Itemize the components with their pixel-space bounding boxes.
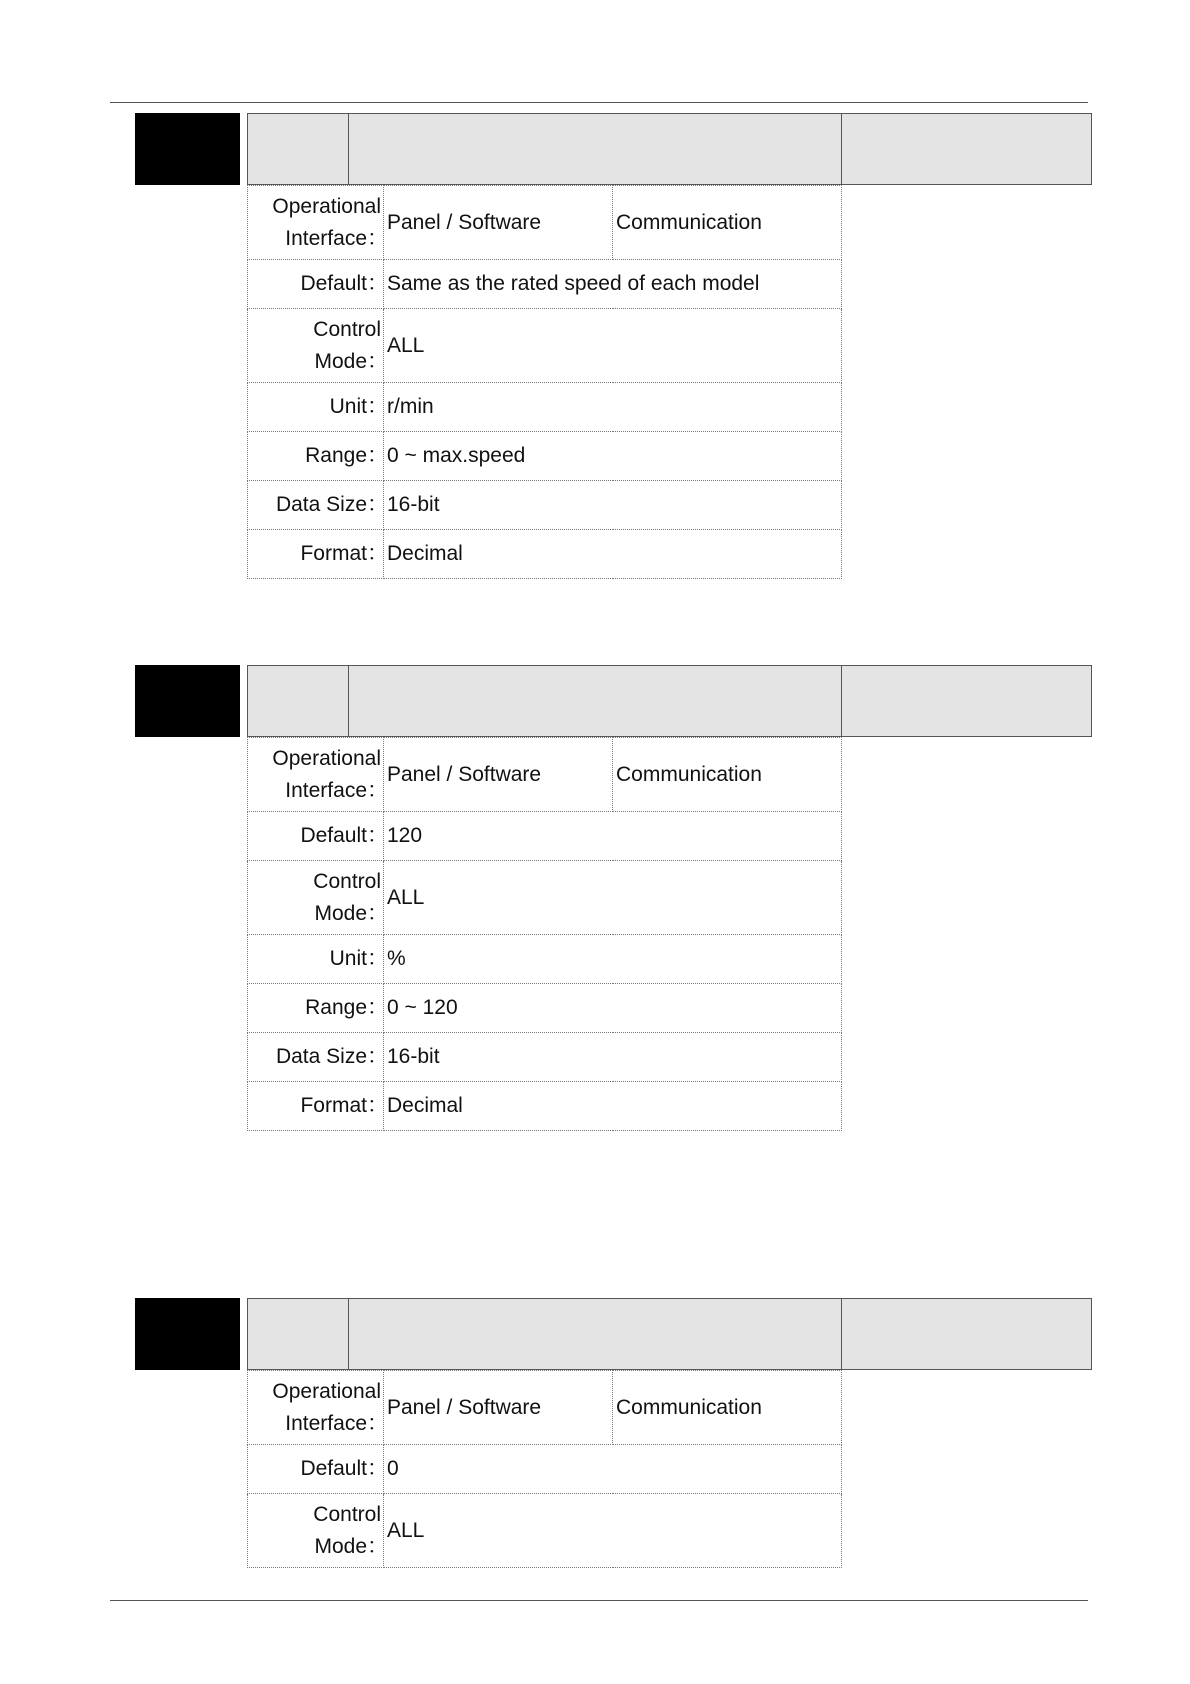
row-operational-interface	[248, 186, 842, 260]
parameter-table	[247, 185, 842, 579]
row-data-size: Data Size： 16-bit	[248, 481, 842, 530]
range-value: 0 ~ max.speed	[384, 432, 842, 481]
operational-interface-label: Operational Interface：	[248, 738, 384, 812]
parameter-table	[247, 737, 842, 1131]
header-cell-code	[248, 1299, 349, 1369]
parameter-code-tab	[135, 113, 240, 185]
data-size-label: Data Size	[275, 493, 367, 516]
unit-value: r/min	[384, 383, 842, 432]
control-mode-value: ALL	[384, 309, 842, 383]
row-control-mode: Control Mode： ALL	[248, 1494, 842, 1568]
control-label: Control	[313, 317, 381, 341]
control-mode-value: ALL	[384, 1494, 842, 1568]
panel-software-value: Panel / Software	[384, 738, 613, 812]
range-label: Range	[305, 996, 367, 1019]
range-label: Range	[305, 444, 367, 467]
communication-value: Communication	[613, 186, 842, 260]
row-operational-interface	[248, 738, 842, 812]
row-default: Default： 0	[248, 1445, 842, 1494]
unit-label: Unit	[329, 395, 367, 418]
header-cell-code	[248, 114, 349, 184]
page-bottom-rule	[110, 1600, 1088, 1601]
range-value: 0 ~ 120	[384, 984, 842, 1033]
control-label: Control	[313, 869, 381, 893]
data-size-value: 16-bit	[384, 481, 842, 530]
row-control-mode: Control Mode： ALL	[248, 309, 842, 383]
unit-value: %	[384, 935, 842, 984]
parameter-table	[247, 1370, 842, 1568]
format-label: Format	[300, 542, 367, 565]
control-label: Control	[313, 1502, 381, 1526]
row-default: Default： 120	[248, 812, 842, 861]
row-default: Default： Same as the rated speed of each model	[248, 260, 842, 309]
row-format: Format： Decimal	[248, 1082, 842, 1131]
header-cell-address	[842, 1299, 1091, 1369]
row-unit: Unit： %	[248, 935, 842, 984]
operational-interface-label: Operational Interface：	[248, 1371, 384, 1445]
parameter-code-tab	[135, 1298, 240, 1370]
default-label: Default	[300, 824, 367, 847]
header-cell-name	[349, 666, 842, 736]
page-top-rule	[110, 102, 1088, 103]
header-cell-address	[842, 666, 1091, 736]
default-value: 120	[384, 812, 842, 861]
header-cell-address	[842, 114, 1091, 184]
parameter-header	[247, 1298, 1092, 1370]
row-operational-interface	[248, 1371, 842, 1445]
row-control-mode: Control Mode： ALL	[248, 861, 842, 935]
row-data-size: Data Size： 16-bit	[248, 1033, 842, 1082]
parameter-header	[247, 665, 1092, 737]
row-range: Range： 0 ~ max.speed	[248, 432, 842, 481]
control-mode-value: ALL	[384, 861, 842, 935]
default-value: 0	[384, 1445, 842, 1494]
panel-software-value: Panel / Software	[384, 186, 613, 260]
row-format: Format： Decimal	[248, 530, 842, 579]
parameter-header	[247, 113, 1092, 185]
data-size-value: 16-bit	[384, 1033, 842, 1082]
default-label: Default	[300, 272, 367, 295]
header-cell-name	[349, 1299, 842, 1369]
format-label: Format	[300, 1094, 367, 1117]
parameter-code-tab	[135, 665, 240, 737]
unit-label: Unit	[329, 947, 367, 970]
header-cell-code	[248, 666, 349, 736]
communication-value: Communication	[613, 738, 842, 812]
row-range: Range： 0 ~ 120	[248, 984, 842, 1033]
panel-software-value: Panel / Software	[384, 1371, 613, 1445]
data-size-label: Data Size	[275, 1045, 367, 1068]
format-value: Decimal	[384, 530, 842, 579]
header-cell-name	[349, 114, 842, 184]
operational-interface-label: Operational Interface：	[248, 186, 384, 260]
communication-value: Communication	[613, 1371, 842, 1445]
row-unit: Unit： r/min	[248, 383, 842, 432]
format-value: Decimal	[384, 1082, 842, 1131]
default-value: Same as the rated speed of each model	[384, 260, 842, 309]
default-label: Default	[300, 1457, 367, 1480]
